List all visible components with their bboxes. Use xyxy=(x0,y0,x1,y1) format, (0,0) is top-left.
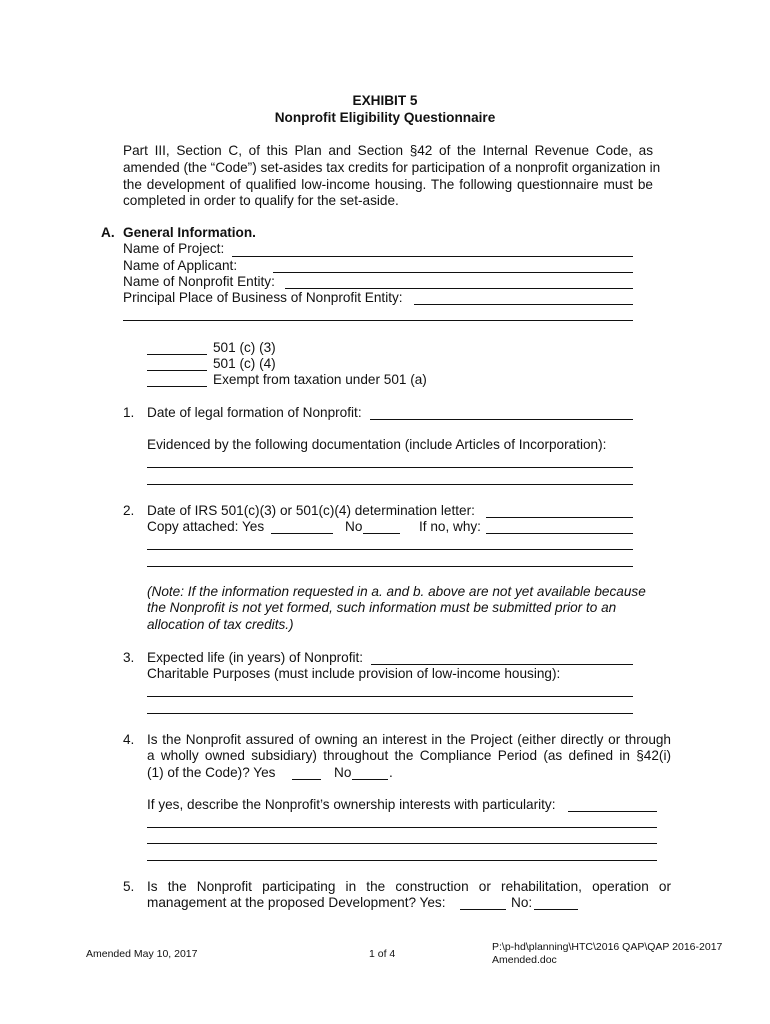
section-marker: A. xyxy=(101,225,115,240)
ownership-description-label: If yes, describe the Nonprofit’s ownership interests with particularity: xyxy=(147,797,556,812)
copy-no-field[interactable] xyxy=(363,533,400,534)
charitable-purposes-field[interactable] xyxy=(147,713,633,714)
explanation-field[interactable] xyxy=(147,549,633,550)
question-number: 5. xyxy=(123,879,135,894)
participation-no-label: No: xyxy=(511,895,533,910)
question-number: 1. xyxy=(123,405,135,420)
expected-life-field[interactable] xyxy=(371,664,633,665)
question-line: Is the Nonprofit participating in the construction or rehabilitation, operation or xyxy=(147,879,671,894)
file-name: Amended.doc xyxy=(492,954,557,966)
formation-date-field[interactable] xyxy=(370,419,633,420)
ownership-no-label: No xyxy=(334,765,352,780)
principal-place-label: Principal Place of Business of Nonprofit Entity: xyxy=(123,290,403,305)
status-blank-501c3[interactable] xyxy=(147,354,207,355)
participation-no-field[interactable] xyxy=(534,909,578,910)
ownership-description-field[interactable] xyxy=(147,827,657,828)
participation-question: management at the proposed Development? Yes: xyxy=(147,895,446,910)
note-line: the Nonprofit is not yet formed, such information must be submitted prior to an xyxy=(147,600,617,615)
question-number: 2. xyxy=(123,503,135,518)
determination-letter-label: Date of IRS 501(c)(3) or 501(c)(4) determination letter: xyxy=(147,503,475,518)
project-name-field[interactable] xyxy=(232,256,633,257)
ownership-no-field[interactable] xyxy=(352,779,388,780)
status-option-501a: Exempt from taxation under 501 (a) xyxy=(213,372,427,387)
question-number: 4. xyxy=(123,732,135,747)
project-name-label: Name of Project: xyxy=(123,241,225,256)
charitable-purposes-label: Charitable Purposes (must include provision of low-income housing): xyxy=(147,666,561,681)
status-blank-501c4[interactable] xyxy=(147,370,207,371)
status-option-501c4: 501 (c) (4) xyxy=(213,356,276,371)
entity-name-field[interactable] xyxy=(285,288,633,289)
ownership-description-field[interactable] xyxy=(147,860,657,861)
explanation-field[interactable] xyxy=(147,566,633,567)
exhibit-number: EXHIBIT 5 xyxy=(352,93,418,108)
applicant-name-label: Name of Applicant: xyxy=(123,258,238,273)
note-line: allocation of tax credits.) xyxy=(147,617,294,632)
principal-place-field[interactable] xyxy=(414,304,633,305)
ownership-yes-field[interactable] xyxy=(292,779,321,780)
formation-date-label: Date of legal formation of Nonprofit: xyxy=(147,405,362,420)
principal-place-field-continued[interactable] xyxy=(123,320,633,321)
if-no-why-label: If no, why: xyxy=(419,519,481,534)
intro-line: amended (the “Code”) set-asides tax credits for participation of a nonprofit organization in xyxy=(123,160,661,175)
copy-yes-field[interactable] xyxy=(271,533,333,534)
participation-yes-field[interactable] xyxy=(460,909,506,910)
question-line: a wholly owned subsidiary) throughout the Compliance Period (as defined in §42(i) xyxy=(147,748,671,763)
section-heading: General Information. xyxy=(123,225,256,240)
copy-no-label: No xyxy=(345,519,363,534)
documentation-label: Evidenced by the following documentation (include Articles of Incorporation): xyxy=(147,437,607,452)
status-blank-501a[interactable] xyxy=(147,386,207,387)
charitable-purposes-field[interactable] xyxy=(147,696,633,697)
status-option-501c3: 501 (c) (3) xyxy=(213,340,276,355)
page-title: Nonprofit Eligibility Questionnaire xyxy=(274,110,496,125)
copy-attached-label: Copy attached: Yes xyxy=(147,519,265,534)
intro-line: the development of qualified low-income housing. The following questionnaire must be xyxy=(123,177,653,192)
determination-letter-field[interactable] xyxy=(486,517,633,518)
if-no-why-field[interactable] xyxy=(486,533,633,534)
applicant-name-field[interactable] xyxy=(273,272,633,273)
intro-line: Part III, Section C, of this Plan and Section §42 of the Internal Revenue Code, as xyxy=(123,143,653,158)
documentation-field[interactable] xyxy=(147,484,633,485)
ownership-description-field[interactable] xyxy=(147,843,657,844)
page-number: 1 of 4 xyxy=(369,948,396,960)
entity-name-label: Name of Nonprofit Entity: xyxy=(123,274,275,289)
intro-line: completed in order to qualify for the set-aside. xyxy=(123,193,399,208)
ownership-description-field[interactable] xyxy=(568,811,657,812)
expected-life-label: Expected life (in years) of Nonprofit: xyxy=(147,650,364,665)
ownership-question: (1) of the Code)? Yes xyxy=(147,765,276,780)
note-line: (Note: If the information requested in a. and b. above are not yet available because xyxy=(147,584,646,599)
file-path: P:\p-hd\planning\HTC\2016 QAP\QAP 2016-2017 xyxy=(492,941,723,953)
period-mark: . xyxy=(389,765,393,780)
question-number: 3. xyxy=(123,650,135,665)
documentation-field[interactable] xyxy=(147,467,633,468)
question-line: Is the Nonprofit assured of owning an interest in the Project (either directly or through xyxy=(147,732,671,747)
footer-date: Amended May 10, 2017 xyxy=(86,948,198,960)
